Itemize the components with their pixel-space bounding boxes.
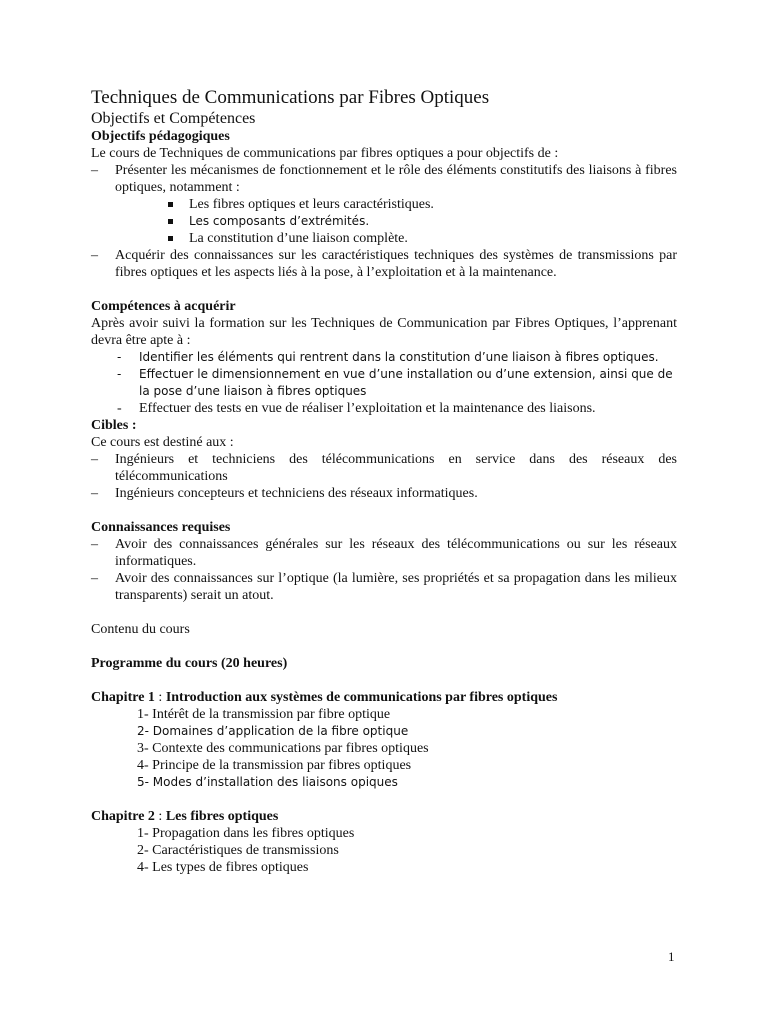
objectifs-heading: Objectifs pédagogiques (91, 129, 230, 144)
chapitre2-separator: : (154, 809, 166, 824)
objectifs-subitem (165, 230, 677, 247)
objectifs-subitem: Les composants d’extrémités. (165, 213, 677, 230)
chapitre2-list (91, 825, 677, 876)
objectifs-item-text: Présenter les mécanismes de fonctionnement et le rôle des éléments constitutifs des liaisons à fibres optiques, notamment : (115, 163, 677, 195)
chapitre2-title: Les fibres optiques (165, 809, 279, 824)
spacer (91, 672, 677, 689)
chapitre2-item: 1- Propagation dans les fibres optiques (137, 826, 355, 841)
contenu-label: Contenu du cours (91, 622, 190, 637)
chapitre1-item: 5- Modes d’installation des liaisons opiques (137, 775, 398, 789)
competences-heading: Compétences à acquérir (91, 299, 236, 314)
chapitre2-item: 2- Caractéristiques de transmissions (137, 843, 339, 858)
spacer (91, 791, 677, 808)
cibles-item: – Ingénieurs concepteurs et techniciens des réseaux informatiques. (91, 485, 677, 502)
competences-item: - Effectuer des tests en vue de réaliser l’exploitation et la maintenance des liaisons. (115, 400, 677, 417)
competences-list (91, 349, 677, 417)
prerequis-item: – Avoir des connaissances générales sur les réseaux des télécommunications ou sur les réseaux informatiques. (91, 536, 677, 570)
objectifs-sublist (115, 196, 677, 247)
cibles-item: – Ingénieurs et techniciens des télécommunications en service dans des réseaux des télécommunications (91, 451, 677, 485)
objectifs-subitem: Les fibres optiques et leurs caractéristiques. (165, 196, 677, 213)
chapitre1-heading (91, 689, 677, 706)
objectifs-item: – Acquérir des connaissances sur les caractéristiques techniques des systèmes de transmissions par fibres optiques et les aspects liés à la pose, à l’exploitation et à la maintenance. (91, 247, 677, 281)
page-content (91, 88, 677, 876)
spacer (91, 604, 677, 621)
page-number: 1 (668, 949, 675, 964)
competences-intro: Après avoir suivi la formation sur les Techniques de Communication par Fibres Optiques, l’apprenant devra être apte à : (91, 316, 677, 348)
chapitre1-list (91, 706, 677, 791)
chapitre1-item: 4- Principe de la transmission par fibres optiques (137, 758, 412, 773)
competences-item: - Effectuer le dimensionnement en vue d’une installation ou d’une extension, ainsi que de la pose d’une liaison à fibres optiques (115, 366, 677, 400)
chapitre2-heading (91, 808, 677, 825)
chapitre2-label: Chapitre 2 (91, 809, 155, 824)
chapitre1-title: Introduction aux systèmes de communications par fibres optiques (165, 690, 558, 705)
objectifs-list (91, 162, 677, 281)
chapitre1-separator: : (154, 690, 166, 705)
competences-item: - Identifier les éléments qui rentrent dans la constitution d’une liaison à fibres optiques. (115, 349, 677, 366)
cibles-heading: Cibles : (91, 418, 137, 433)
programme-heading: Programme du cours (20 heures) (91, 656, 288, 671)
document-subtitle: Objectifs et Compétences (91, 110, 256, 127)
cibles-intro: Ce cours est destiné aux : (91, 435, 234, 450)
chapitre1-item: 2- Domaines d’application de la fibre optique (137, 724, 409, 738)
chapitre1-label: Chapitre 1 (91, 690, 155, 705)
objectifs-intro: Le cours de Techniques de communications par fibres optiques a pour objectifs de : (91, 146, 559, 161)
spacer (91, 638, 677, 655)
chapitre1-item: 1- Intérêt de la transmission par fibre optique (137, 707, 391, 722)
objectifs-item (91, 162, 677, 247)
prerequis-item: – Avoir des connaissances sur l’optique (la lumière, ses propriétés et sa propagation dans les milieux transparents) serait un atout. (91, 570, 677, 604)
chapitre1-item: 3- Contexte des communications par fibres optiques (137, 741, 429, 756)
chapitre2-item: 4- Les types de fibres optiques (137, 860, 309, 875)
spacer (91, 502, 677, 519)
cibles-list (91, 451, 677, 502)
prerequis-list (91, 536, 677, 604)
prerequis-heading: Connaissances requises (91, 520, 231, 535)
document-title: Techniques de Communications par Fibres Optiques (91, 87, 490, 108)
spacer (91, 281, 677, 298)
objectifs-subitem-text: La constitution d’une liaison complète. (189, 231, 408, 246)
